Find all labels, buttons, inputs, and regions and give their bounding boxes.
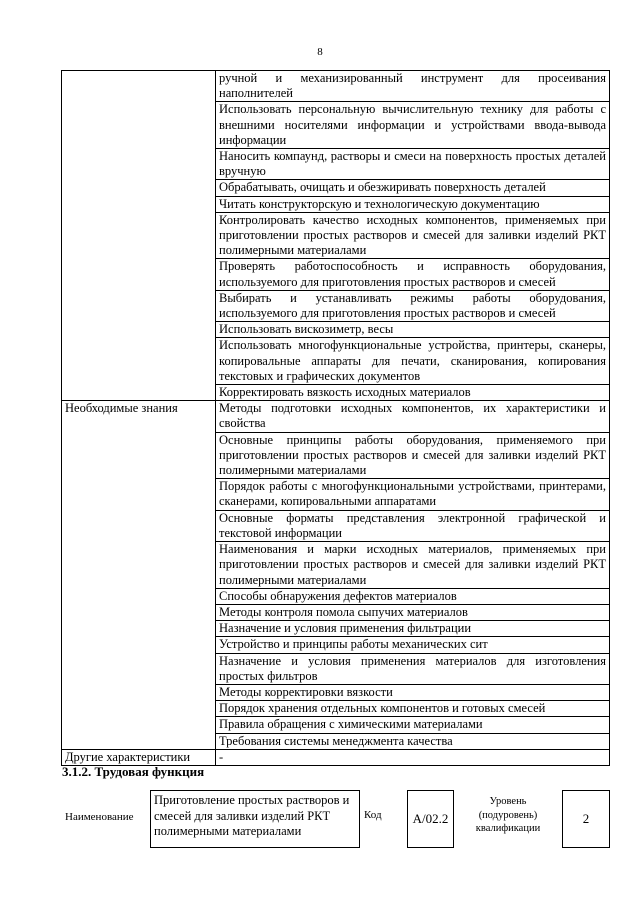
- qualification-level-label: Уровень (подуровень) квалификации: [475, 796, 541, 834]
- row-category-label: Необходимые знания: [62, 401, 216, 749]
- requirement-item: Порядок хранения отдельных компонентов и готовых смесей: [216, 701, 610, 717]
- requirement-item: Наносить компаунд, растворы и смеси на поверхность простых деталей вручную: [216, 149, 610, 180]
- requirement-item: Использовать многофункциональные устройства, принтеры, сканеры, копировальные аппараты для печати, сканирования, копирования текстовых и графических документов: [216, 338, 610, 385]
- requirement-item: Методы контроля помола сыпучих материалов: [216, 604, 610, 620]
- requirement-item: Основные форматы представления электронной графической и текстовой информации: [216, 510, 610, 541]
- requirement-item: Требования системы менеджмента качества: [216, 733, 610, 749]
- section-title: 3.1.2. Трудовая функция: [62, 764, 205, 779]
- requirement-item: Основные принципы работы оборудования, применяемого при приготовлении простых растворов и смесей для заливки изделий РКТ полимерными материалами: [216, 432, 610, 479]
- requirement-item: -: [216, 749, 610, 765]
- table-row: [62, 71, 610, 102]
- table-row: [62, 749, 610, 765]
- requirement-item: Назначение и условия применения материалов для изготовления простых фильтров: [216, 653, 610, 684]
- qualification-level-box: 2: [562, 790, 610, 848]
- requirement-item: Использовать вискозиметр, весы: [216, 322, 610, 338]
- requirement-item: Назначение и условия применения фильтрации: [216, 621, 610, 637]
- requirement-item: Читать конструкторскую и технологическую документацию: [216, 196, 610, 212]
- function-name-box: Приготовление простых растворов и смесей для заливки изделий РКТ полимерными материалами: [150, 790, 360, 848]
- function-code-box: А/02.2: [407, 790, 454, 848]
- requirement-item: Правила обращения с химическими материалами: [216, 717, 610, 733]
- requirement-item: Корректировать вязкость исходных материалов: [216, 385, 610, 401]
- requirement-item: Выбирать и устанавливать режимы работы оборудования, используемого для приготовления простых растворов и смесей: [216, 290, 610, 321]
- code-label: Код: [364, 809, 382, 821]
- requirement-item: Проверять работоспособность и исправность оборудования, используемого для приготовления простых растворов и смесей: [216, 259, 610, 290]
- requirement-item: Методы подготовки исходных компонентов, их характеристики и свойства: [216, 401, 610, 432]
- page-number: 8: [317, 46, 323, 58]
- requirement-item: Контролировать качество исходных компонентов, применяемых при приготовлении простых растворов и смесей для заливки изделий РКТ полимерными материалами: [216, 212, 610, 259]
- competency-table: [61, 70, 610, 766]
- requirement-item: Использовать персональную вычислительную технику для работы с внешними носителями информации и устройствами ввода-вывода информации: [216, 102, 610, 149]
- row-category-label: [62, 71, 216, 401]
- row-category-label: Другие характеристики: [62, 749, 216, 765]
- requirement-item: ручной и механизированный инструмент для просеивания наполнителей: [216, 71, 610, 102]
- requirement-item: Методы корректировки вязкости: [216, 684, 610, 700]
- requirement-item: Устройство и принципы работы механических сит: [216, 637, 610, 653]
- requirement-item: Обрабатывать, очищать и обезжиривать поверхность деталей: [216, 180, 610, 196]
- requirement-item: Способы обнаружения дефектов материалов: [216, 588, 610, 604]
- requirement-item: Наименования и марки исходных материалов, применяемых при приготовлении простых растворов и смесей для заливки изделий РКТ полимерными материалами: [216, 542, 610, 589]
- table-row: [62, 401, 610, 432]
- requirement-item: Порядок работы с многофункциональными устройствами, принтерами, сканерами, копировальными аппаратами: [216, 479, 610, 510]
- name-label: Наименование: [65, 811, 134, 823]
